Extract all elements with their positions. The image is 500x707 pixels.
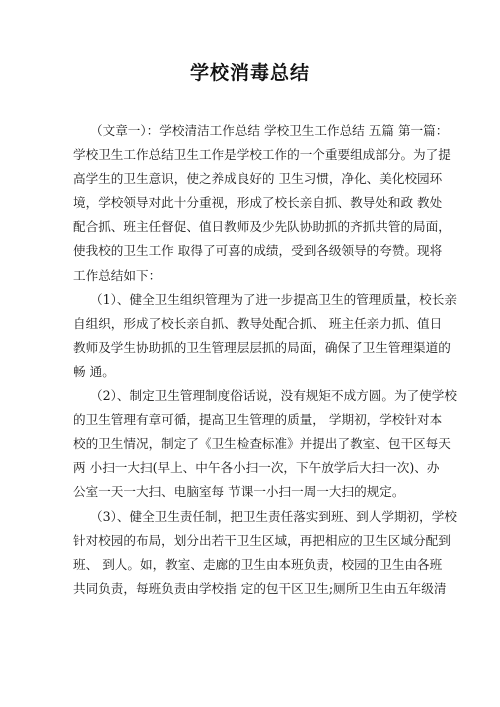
text-line: （1）、健全卫生组织管理为了进一步提高卫生的管理质量，校长亲 <box>90 291 457 307</box>
document-body <box>73 119 457 601</box>
text-line: 高学生的卫生意识，使之养成良好的 卫生习惯，净化、美化校园环 <box>73 171 443 187</box>
text-line: 教师及学生协助抓的卫生管理层层抓的局面，确保了卫生管理渠道的 <box>73 339 451 355</box>
text-line: （文章一）：学校清洁工作总结 学校卫生工作总结 五篇 第一篇： <box>90 123 449 138</box>
text-line: 工作总结如下： <box>73 267 162 283</box>
text-line: 针对校园的布局，划分出若干卫生区域，再把相应的卫生区域分配到 <box>73 532 451 548</box>
text-line: 公室一天一大扫、电脑室每 节课一小扫一周一大扫的规定。 <box>73 484 405 500</box>
document-title: 学校消毒总结 <box>189 62 310 84</box>
text-line: （2）、制定卫生管理制度俗话说，没有规矩不成方圆。为了使学校 <box>90 388 457 404</box>
text-line: 畅 通。 <box>73 363 115 379</box>
text-line: 使我校的卫生工作 取得了可喜的成绩，受到各级领导的夸赞。现将 <box>73 243 443 259</box>
text-line: 学校卫生工作总结卫生工作是学校工作的一个重要组成部分。为了提 <box>73 147 451 163</box>
text-line: 自组织，形成了校长亲自抓、教导处配合抓、 班主任亲力抓、值日 <box>73 315 443 331</box>
text-line: 境，学校领导对此十分重视，形成了校长亲自抓、教导处和政 教处 <box>73 195 443 211</box>
text-line: 校的卫生情况，制定了《卫生检查标准》并提出了教室、包干区每天 <box>73 436 451 452</box>
text-line: 共同负责，每班负责由学校指 定的包干区卫生;厕所卫生由五年级清 <box>73 580 447 596</box>
text-line: 的卫生管理有章可循，提高卫生管理的质量， 学期初，学校针对本 <box>73 412 443 428</box>
text-line: （3）、健全卫生责任制，把卫生责任落实到班、到人学期初，学校 <box>90 508 457 524</box>
text-line: 班、 到人。如，教室、走廊的卫生由本班负责，校园的卫生由各班 <box>73 556 443 572</box>
text-line: 两 小扫一大扫(早上、中午各小扫一次，下午放学后大扫一次)、办 <box>73 460 440 476</box>
text-line: 配合抓、班主任督促、值日教师及少先队协助抓的齐抓共管的局面， <box>73 219 451 235</box>
